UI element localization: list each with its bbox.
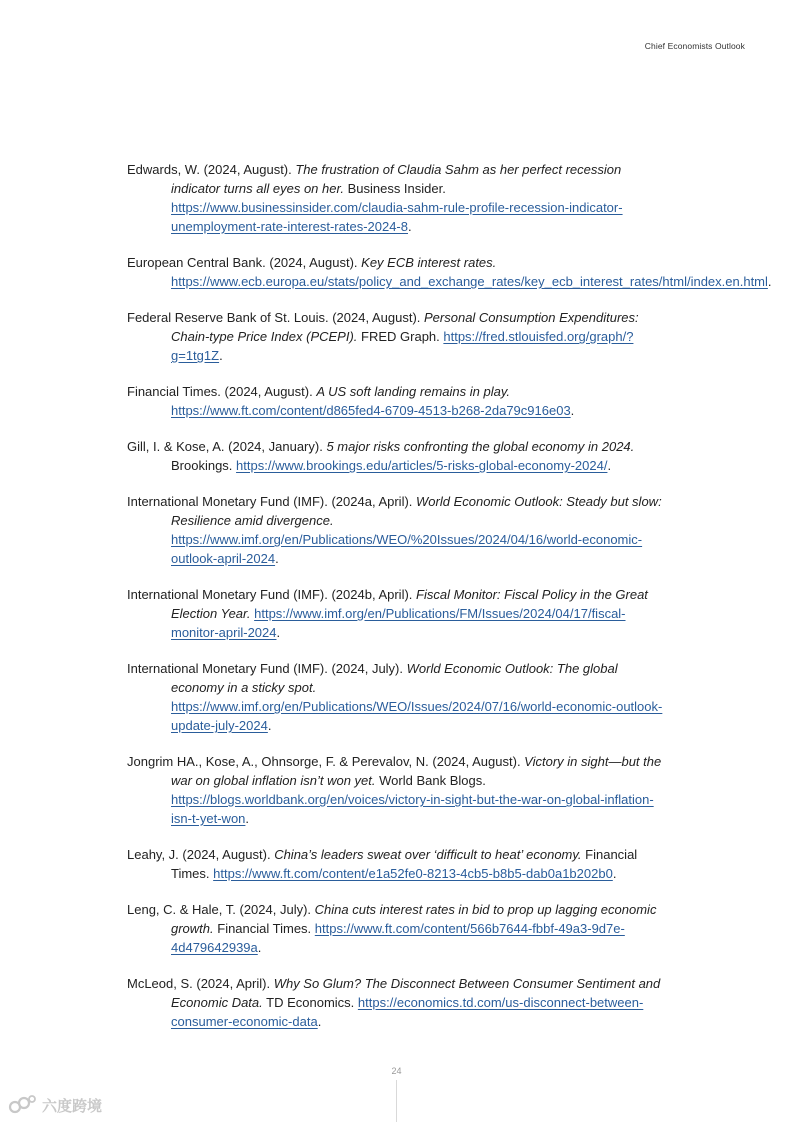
- reference-lead: Leng, C. & Hale, T. (2024, July).: [127, 902, 315, 917]
- reference-item: International Monetary Fund (IMF). (2024a, April). World Economic Outlook: Steady but slow: Resilience amid divergence. https://www.imf.org/en/Publications/WEO/%20Issues/2024/04/16/world-economic-outlook-april-2024.: [127, 494, 662, 566]
- reference-link[interactable]: https://www.imf.org/en/Publications/FM/Issues/2024/04/17/fiscal-monitor-april-2024: [171, 606, 626, 640]
- reference-link[interactable]: https://www.ft.com/content/566b7644-fbbf-49a3-9d7e-4d479642939a: [171, 921, 625, 955]
- reference-lead: International Monetary Fund (IMF). (2024b, April).: [127, 587, 417, 602]
- reference-link[interactable]: https://www.ft.com/content/d865fed4-6709-4513-b268-2da79c916e03: [171, 403, 571, 418]
- reference-link[interactable]: https://fred.stlouisfed.org/graph/?g=1tg1Z: [171, 329, 634, 363]
- reference-item: International Monetary Fund (IMF). (2024b, April). Fiscal Monitor: Fiscal Policy in the Great Election Year. https://www.imf.org/en/Publications/FM/Issues/2024/04/17/fiscal-monitor-april-2024.: [127, 587, 648, 640]
- watermark-text: 六度跨境: [42, 1096, 103, 1115]
- reference-title: Key ECB interest rates.: [361, 255, 497, 270]
- reference-item: Financial Times. (2024, August). A US soft landing remains in play. https://www.ft.com/content/d865fed4-6709-4513-b268-2da79c916e03.: [127, 384, 575, 418]
- reference-item: Leng, C. & Hale, T. (2024, July). China cuts interest rates in bid to prop up lagging economic growth. Financial Times. https://www.ft.com/content/566b7644-fbbf-49a3-9d7e-4d479642939a.: [127, 902, 657, 955]
- reference-lead: Federal Reserve Bank of St. Louis. (2024, August).: [127, 310, 424, 325]
- reference-lead: Gill, I. & Kose, A. (2024, January).: [127, 439, 327, 454]
- reference-link[interactable]: https://blogs.worldbank.org/en/voices/victory-in-sight-but-the-war-on-global-inflation-isn-t-yet-won: [171, 792, 654, 826]
- reference-title: World Economic Outlook: The global economy in a sticky spot.: [171, 661, 618, 695]
- reference-title: World Economic Outlook: Steady but slow: Resilience amid divergence.: [171, 494, 662, 528]
- reference-lead: Financial Times. (2024, August).: [127, 384, 317, 399]
- reference-link[interactable]: https://www.ft.com/content/e1a52fe0-8213-4cb5-b8b5-dab0a1b202b0: [213, 866, 613, 881]
- reference-source: FRED Graph.: [357, 329, 444, 344]
- reference-source: World Bank Blogs.: [375, 773, 486, 788]
- reference-link[interactable]: https://economics.td.com/us-disconnect-between-consumer-economic-data: [171, 995, 644, 1029]
- reference-link[interactable]: https://www.brookings.edu/articles/5-risks-global-economy-2024/: [236, 458, 608, 473]
- reference-lead: McLeod, S. (2024, April).: [127, 976, 274, 991]
- reference-item: European Central Bank. (2024, August). Key ECB interest rates. https://www.ecb.europa.eu/stats/policy_and_exchange_rates/key_ecb_interest_rates/html/index.en.html.: [127, 255, 772, 289]
- reference-item: International Monetary Fund (IMF). (2024, July). World Economic Outlook: The global economy in a sticky spot. https://www.imf.org/en/Publications/WEO/Issues/2024/07/16/world-economic-outlook-update-july-2024.: [127, 661, 663, 733]
- reference-title: Victory in sight—but the war on global inflation isn’t won yet.: [171, 754, 662, 788]
- reference-link[interactable]: https://www.imf.org/en/Publications/WEO/Issues/2024/07/16/world-economic-outlook-update-july-2024: [171, 699, 663, 733]
- watermark: [8, 1094, 102, 1116]
- reference-item: Gill, I. & Kose, A. (2024, January). 5 major risks confronting the global economy in 2024. Brookings. https://www.brookings.edu/articles/5-risks-global-economy-2024/.: [127, 439, 635, 473]
- page-number: 24: [391, 1066, 402, 1076]
- reference-lead: Edwards, W. (2024, August).: [127, 162, 296, 177]
- reference-item: Leahy, J. (2024, August). China’s leaders sweat over ‘difficult to heat’ economy. Financial Times. https://www.ft.com/content/e1a52fe0-8213-4cb5-b8b5-dab0a1b202b0.: [127, 847, 638, 881]
- reference-link[interactable]: https://www.ecb.europa.eu/stats/policy_and_exchange_rates/key_ecb_interest_rates/html/index.en.html: [171, 274, 768, 289]
- reference-item: Jongrim HA., Kose, A., Ohnsorge, F. & Perevalov, N. (2024, August). Victory in sight—but the war on global inflation isn’t won yet. World Bank Blogs. https://blogs.worldbank.org/en/voices/victory-in-sight-but-the-war-on-global-inflation-isn-t-yet-won.: [127, 754, 662, 826]
- reference-lead: European Central Bank. (2024, August).: [127, 255, 362, 270]
- reference-list: [127, 160, 772, 1048]
- reference-link[interactable]: https://www.imf.org/en/Publications/WEO/%20Issues/2024/04/16/world-economic-outlook-april-2024: [171, 532, 643, 566]
- reference-lead: International Monetary Fund (IMF). (2024a, April).: [127, 494, 417, 509]
- reference-item: Federal Reserve Bank of St. Louis. (2024, August). Personal Consumption Expenditures: Chain-type Price Index (PCEPI). FRED Graph. https://fred.stlouisfed.org/graph/?g=1tg1Z.: [127, 310, 639, 363]
- reference-link[interactable]: https://www.businessinsider.com/claudia-sahm-rule-profile-recession-indicator-unemployment-rate-interest-rates-2024-8: [171, 200, 623, 234]
- reference-lead: Leahy, J. (2024, August).: [127, 847, 275, 862]
- reference-title: Fiscal Monitor: Fiscal Policy in the Great Election Year.: [171, 587, 648, 621]
- reference-title: China’s leaders sweat over ‘difficult to heat’ economy.: [274, 847, 582, 862]
- reference-item: Edwards, W. (2024, August). The frustration of Claudia Sahm as her perfect recession indicator turns all eyes on her. Business Insider. https://www.businessinsider.com/claudia-sahm-rule-profile-recession-indicator-unemployment-rate-interest-rates-2024-8.: [127, 162, 623, 234]
- reference-title: Why So Glum? The Disconnect Between Consumer Sentiment and Economic Data.: [171, 976, 661, 1010]
- reference-source: Financial Times.: [213, 921, 315, 936]
- reference-title: China cuts interest rates in bid to prop up lagging economic growth.: [171, 902, 657, 936]
- reference-title: 5 major risks confronting the global economy in 2024.: [326, 439, 635, 454]
- running-header: Chief Economists Outlook: [644, 41, 745, 51]
- footer-divider: [396, 1080, 397, 1122]
- reference-item: McLeod, S. (2024, April). Why So Glum? The Disconnect Between Consumer Sentiment and Economic Data. TD Economics. https://economics.td.com/us-disconnect-between-consumer-economic-data.: [127, 976, 661, 1029]
- reference-source: Business Insider.: [343, 181, 446, 196]
- reference-title: A US soft landing remains in play.: [316, 384, 510, 399]
- reference-title: Personal Consumption Expenditures: Chain-type Price Index (PCEPI).: [171, 310, 639, 344]
- reference-title: The frustration of Claudia Sahm as her perfect recession indicator turns all eyes on her.: [171, 162, 622, 196]
- reference-source: Financial Times.: [171, 847, 638, 881]
- reference-source: Brookings.: [171, 458, 237, 473]
- reference-lead: Jongrim HA., Kose, A., Ohnsorge, F. & Perevalov, N. (2024, August).: [127, 754, 525, 769]
- brand-logo-icon: [8, 1094, 38, 1116]
- reference-source: TD Economics.: [262, 995, 358, 1010]
- reference-lead: International Monetary Fund (IMF). (2024, July).: [127, 661, 407, 676]
